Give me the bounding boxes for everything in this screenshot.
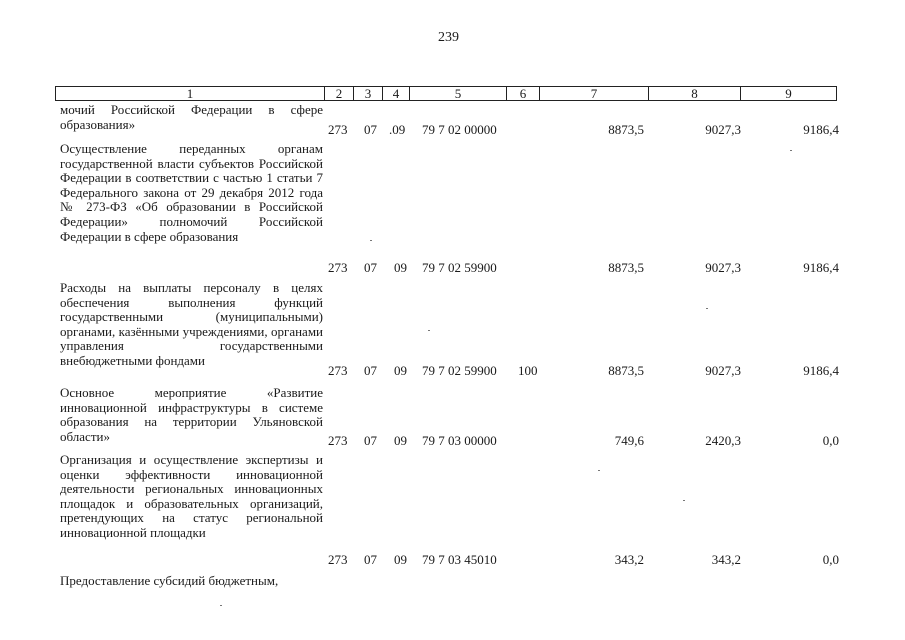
cell-col2: 273 (328, 363, 348, 378)
cell-col9: 0,0 (822, 552, 839, 567)
cell-col4: 09 (394, 260, 407, 275)
cell-col3: 07 (364, 363, 377, 378)
cell-col3: 07 (364, 260, 377, 275)
cell-col6: 100 (518, 363, 538, 378)
scan-speck (790, 150, 792, 151)
cell-col7: 8873,5 (608, 260, 644, 275)
row-description: Предоставление субсидий бюджетным, (60, 573, 279, 588)
cell-col7: 8873,5 (608, 122, 644, 137)
cell-col2: 273 (328, 433, 348, 448)
cell-col5: 79 7 03 45010 (422, 552, 497, 567)
cell-col9: 9186,4 (803, 122, 839, 137)
column-header-5: 5 (409, 87, 506, 100)
cell-col3: 07 (364, 433, 377, 448)
column-header-3: 3 (353, 87, 382, 100)
cell-col4: 09 (394, 363, 407, 378)
cell-col7: 343,2 (614, 552, 644, 567)
cell-col7: 8873,5 (608, 363, 644, 378)
row-description: Расходы на выплаты персоналу в целях обеспечения выполнения функций государственными (муниципальными) органами, казёнными учреждениями, органами управления государственными внебюджетными фондами (60, 280, 323, 368)
cell-col2: 273 (328, 552, 348, 567)
cell-col4: .09 (389, 122, 406, 137)
cell-col8: 9027,3 (705, 122, 741, 137)
cell-col8: 9027,3 (705, 260, 741, 275)
cell-col9: 0,0 (822, 433, 839, 448)
column-header-1: 1 (186, 86, 194, 101)
cell-col8: 343,2 (711, 552, 741, 567)
scan-speck (220, 605, 222, 606)
cell-col9: 9186,4 (803, 363, 839, 378)
cell-col3: 07 (364, 552, 377, 567)
cell-col4: 09 (394, 433, 407, 448)
page-number: 239 (438, 30, 459, 45)
cell-col8: 9027,3 (705, 363, 741, 378)
row-description: мочий Российской Федерации в сфере образования» (60, 102, 323, 132)
column-header-8: 8 (648, 87, 740, 100)
column-header-9: 9 (740, 87, 836, 100)
table-column-header-row (55, 86, 837, 101)
row-description: Основное мероприятие «Развитие инновационной инфраструктуры в системе образования на территории Ульяновской области» (60, 385, 323, 444)
row-description: Осуществление переданных органам государственной власти субъектов Российской Федерации в соответствии с частью 1 статьи 7 Федерального закона от 29 декабря 2012 года № 273-ФЗ «Об образовании в Российской Федерации» полномочий Российской Федерации в сфере образования (60, 141, 323, 244)
cell-col7: 749,6 (614, 433, 644, 448)
cell-col5: 79 7 02 00000 (422, 122, 497, 137)
row-description: Организация и осуществление экспертизы и оценки эффективности инновационной деятельности региональных инновационных площадок и образовательных организаций, претендующих на статус региональной инновационной площадки (60, 452, 323, 540)
cell-col5: 79 7 02 59900 (422, 260, 497, 275)
cell-col5: 79 7 03 00000 (422, 433, 497, 448)
scan-speck (428, 330, 430, 331)
scan-speck (683, 500, 685, 501)
cell-col8: 2420,3 (705, 433, 741, 448)
scan-speck (370, 240, 372, 241)
cell-col5: 79 7 02 59900 (422, 363, 497, 378)
column-header-4: 4 (382, 87, 409, 100)
scan-speck (598, 470, 600, 471)
cell-col2: 273 (328, 260, 348, 275)
cell-col2: 273 (328, 122, 348, 137)
cell-col3: 07 (364, 122, 377, 137)
scan-speck (706, 308, 708, 309)
cell-col4: 09 (394, 552, 407, 567)
cell-col9: 9186,4 (803, 260, 839, 275)
column-header-7: 7 (539, 87, 648, 100)
column-header-6: 6 (506, 87, 539, 100)
column-header-2: 2 (324, 87, 353, 100)
